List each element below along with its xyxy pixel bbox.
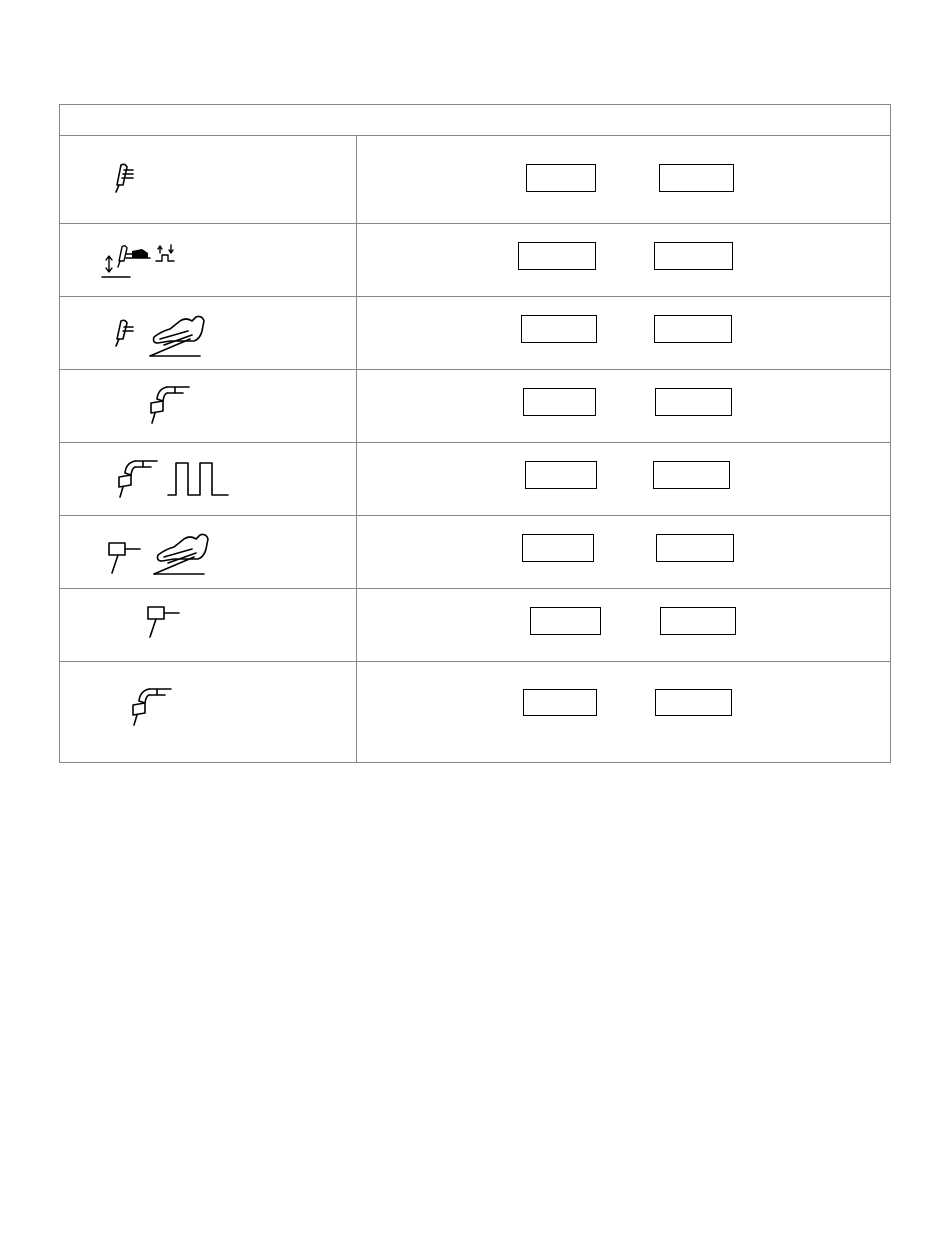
left-value-box[interactable] [523, 689, 597, 716]
left-value-box[interactable] [518, 242, 596, 270]
left-value-box[interactable] [530, 607, 601, 635]
row-divider [60, 442, 890, 443]
settings-table [59, 104, 891, 763]
right-value-box[interactable] [654, 242, 733, 270]
right-value-box[interactable] [655, 689, 732, 716]
row-divider [60, 515, 890, 516]
right-value-box[interactable] [660, 607, 736, 635]
row-divider [60, 369, 890, 370]
row-divider [60, 296, 890, 297]
left-value-box[interactable] [523, 388, 596, 416]
right-value-box[interactable] [656, 534, 734, 562]
table-header [60, 105, 890, 136]
row-divider [60, 223, 890, 224]
stick-electrode-icon [110, 161, 140, 201]
right-value-box[interactable] [654, 315, 732, 343]
left-value-box[interactable] [526, 164, 596, 192]
tig-foot-pedal-icon [106, 533, 222, 579]
left-value-box[interactable] [522, 534, 594, 562]
right-value-box[interactable] [659, 164, 734, 192]
left-value-box[interactable] [521, 315, 597, 343]
row-divider [60, 661, 890, 662]
tig-remote-icon [142, 603, 182, 643]
tig-lift-arc-icon [100, 239, 188, 279]
right-value-box[interactable] [653, 461, 730, 489]
left-value-box[interactable] [525, 461, 597, 489]
tig-pulse-icon [114, 455, 234, 501]
tig-torch-icon [128, 683, 178, 729]
column-divider [356, 136, 357, 762]
stick-foot-pedal-icon [110, 311, 220, 357]
tig-torch-icon [146, 381, 196, 427]
right-value-box[interactable] [655, 388, 732, 416]
row-divider [60, 588, 890, 589]
